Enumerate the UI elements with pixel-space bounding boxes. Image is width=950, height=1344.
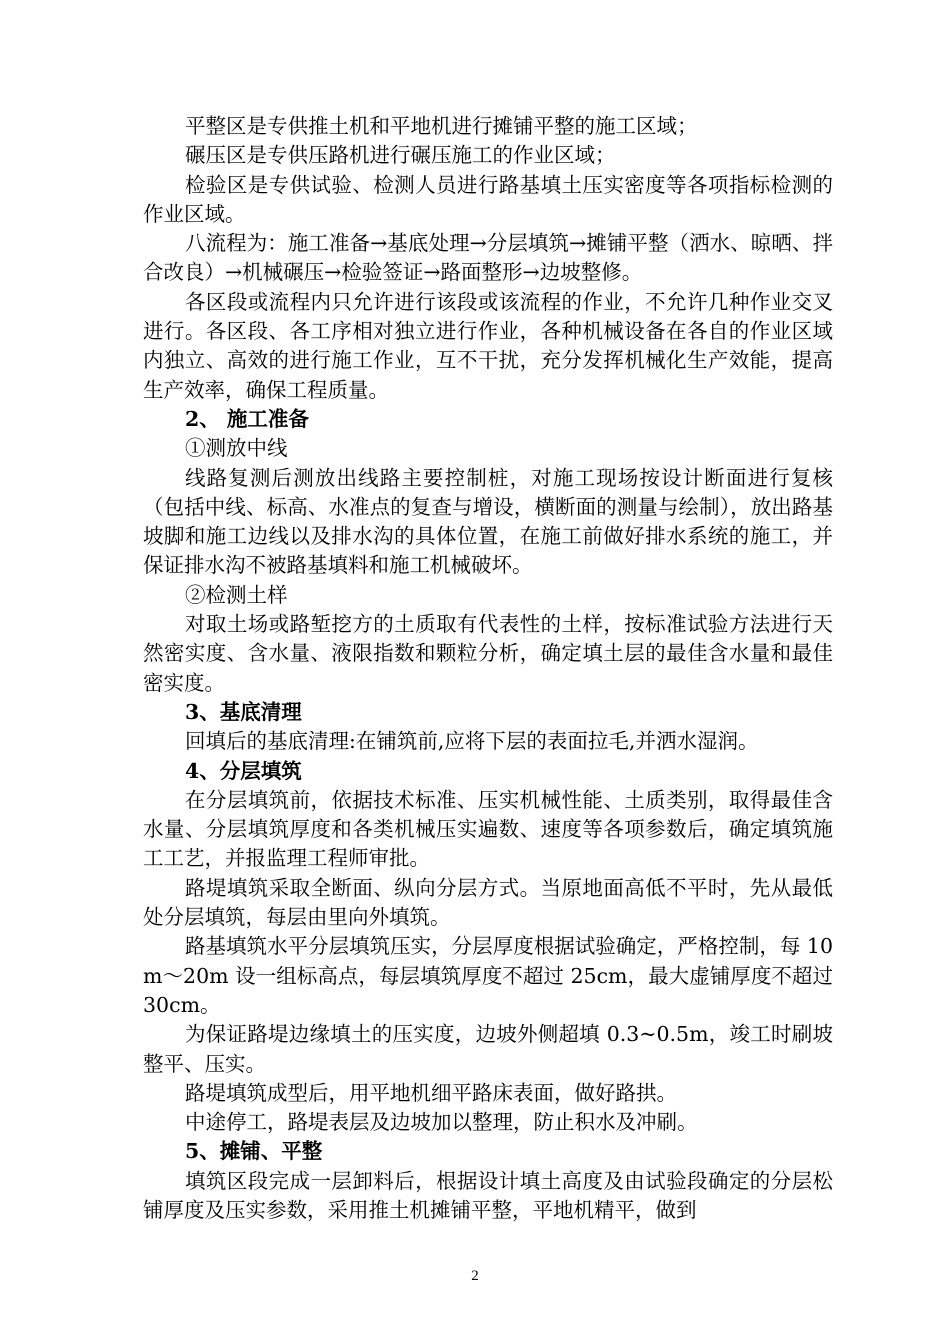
paragraph-work-stoppage: 中途停工，路堤表层及边坡加以整理，防止积水及冲刷。 bbox=[185, 1110, 698, 1135]
paragraph-spreading-leveling: 填筑区段完成一层卸料后，根据设计填土高度及由试验段确定的分层松铺厚度及压实参数，采用推土机摊铺平整，平地机精平，做到 bbox=[143, 1168, 833, 1222]
paragraph-layer-thickness: 路基填筑水平分层填筑压实，分层厚度根据试验确定，严格控制，每 10m～20m 设一组标高点，每层填筑厚度不超过 25cm，最大虚铺厚度不超过 30cm。 bbox=[143, 934, 833, 1017]
subheading-soil-sample-testing: ②检测土样 bbox=[185, 582, 288, 607]
paragraph-leveling-zone: 平整区是专供推土机和平地机进行摊铺平整的施工区域； bbox=[185, 114, 698, 138]
heading-spreading-leveling: 5、摊铺、平整 bbox=[185, 1139, 323, 1164]
paragraph-centerline-survey: 线路复测后测放出线路主要控制桩，对施工现场按设计断面进行复核（包括中线、标高、水准点的复查与增设，横断面的测量与绘制），放出路基坡脚和施工边线以及排水沟的具体位置，在施工前做好排水系统的施工，并保证排水沟不被路基填料和施工机械破坏。 bbox=[143, 465, 833, 578]
paragraph-filling-parameters: 在分层填筑前，依据技术标准、压实机械性能、土质类别，取得最佳含水量、分层填筑厚度和各类机械压实遍数、速度等各项参数后，确定填筑施工工艺，并报监理工程师审批。 bbox=[143, 787, 833, 871]
paragraph-eight-processes: 八流程为：施工准备→基底处理→分层填筑→摊铺平整（洒水、晾晒、拌合改良）→机械碾压→检验签证→路面整形→边坡整修。 bbox=[143, 231, 833, 285]
paragraph-inspection-zone: 检验区是专供试验、检测人员进行路基填土压实密度等各项指标检测的作业区域。 bbox=[143, 172, 833, 226]
paragraph-base-cleaning: 回填后的基底清理:在铺筑前,应将下层的表面拉毛,并洒水湿润。 bbox=[185, 729, 759, 754]
heading-construction-preparation: 2、 施工准备 bbox=[185, 406, 309, 431]
paragraph-rolling-zone: 碾压区是专供压路机进行碾压施工的作业区域； bbox=[185, 143, 616, 168]
document-body bbox=[143, 112, 833, 1225]
subheading-centerline-survey: ①测放中线 bbox=[185, 436, 288, 461]
paragraph-soil-sample-testing: 对取土场或路堑挖方的土质取有代表性的土样，按标准试验方法进行天然密实度、含水量、液限指数和颗粒分析，确定填土层的最佳含水量和最佳密实度。 bbox=[143, 612, 833, 695]
paragraph-filling-method: 路堤填筑采取全断面、纵向分层方式。当原地面高低不平时，先从最低处分层填筑，每层由里向外填筑。 bbox=[143, 875, 833, 930]
page-number: 2 bbox=[471, 1268, 479, 1284]
paragraph-road-crown: 路堤填筑成型后，用平地机细平路床表面，做好路拱。 bbox=[185, 1080, 677, 1105]
heading-base-cleaning: 3、基底清理 bbox=[185, 699, 302, 724]
heading-layered-filling: 4、分层填筑 bbox=[185, 758, 302, 783]
paragraph-zone-rules: 各区段或流程内只允许进行该段或该流程的作业，不允许几种作业交叉进行。各区段、各工序相对独立进行作业，各种机械设备在各自的作业区域内独立、高效的进行施工作业，互不干扰，充分发挥机械化生产效能，提高生产效率，确保工程质量。 bbox=[143, 289, 833, 402]
paragraph-edge-compaction: 为保证路堤边缘填土的压实度，边坡外侧超填 0.3~0.5m，竣工时刷坡整平、压实。 bbox=[143, 1022, 833, 1076]
